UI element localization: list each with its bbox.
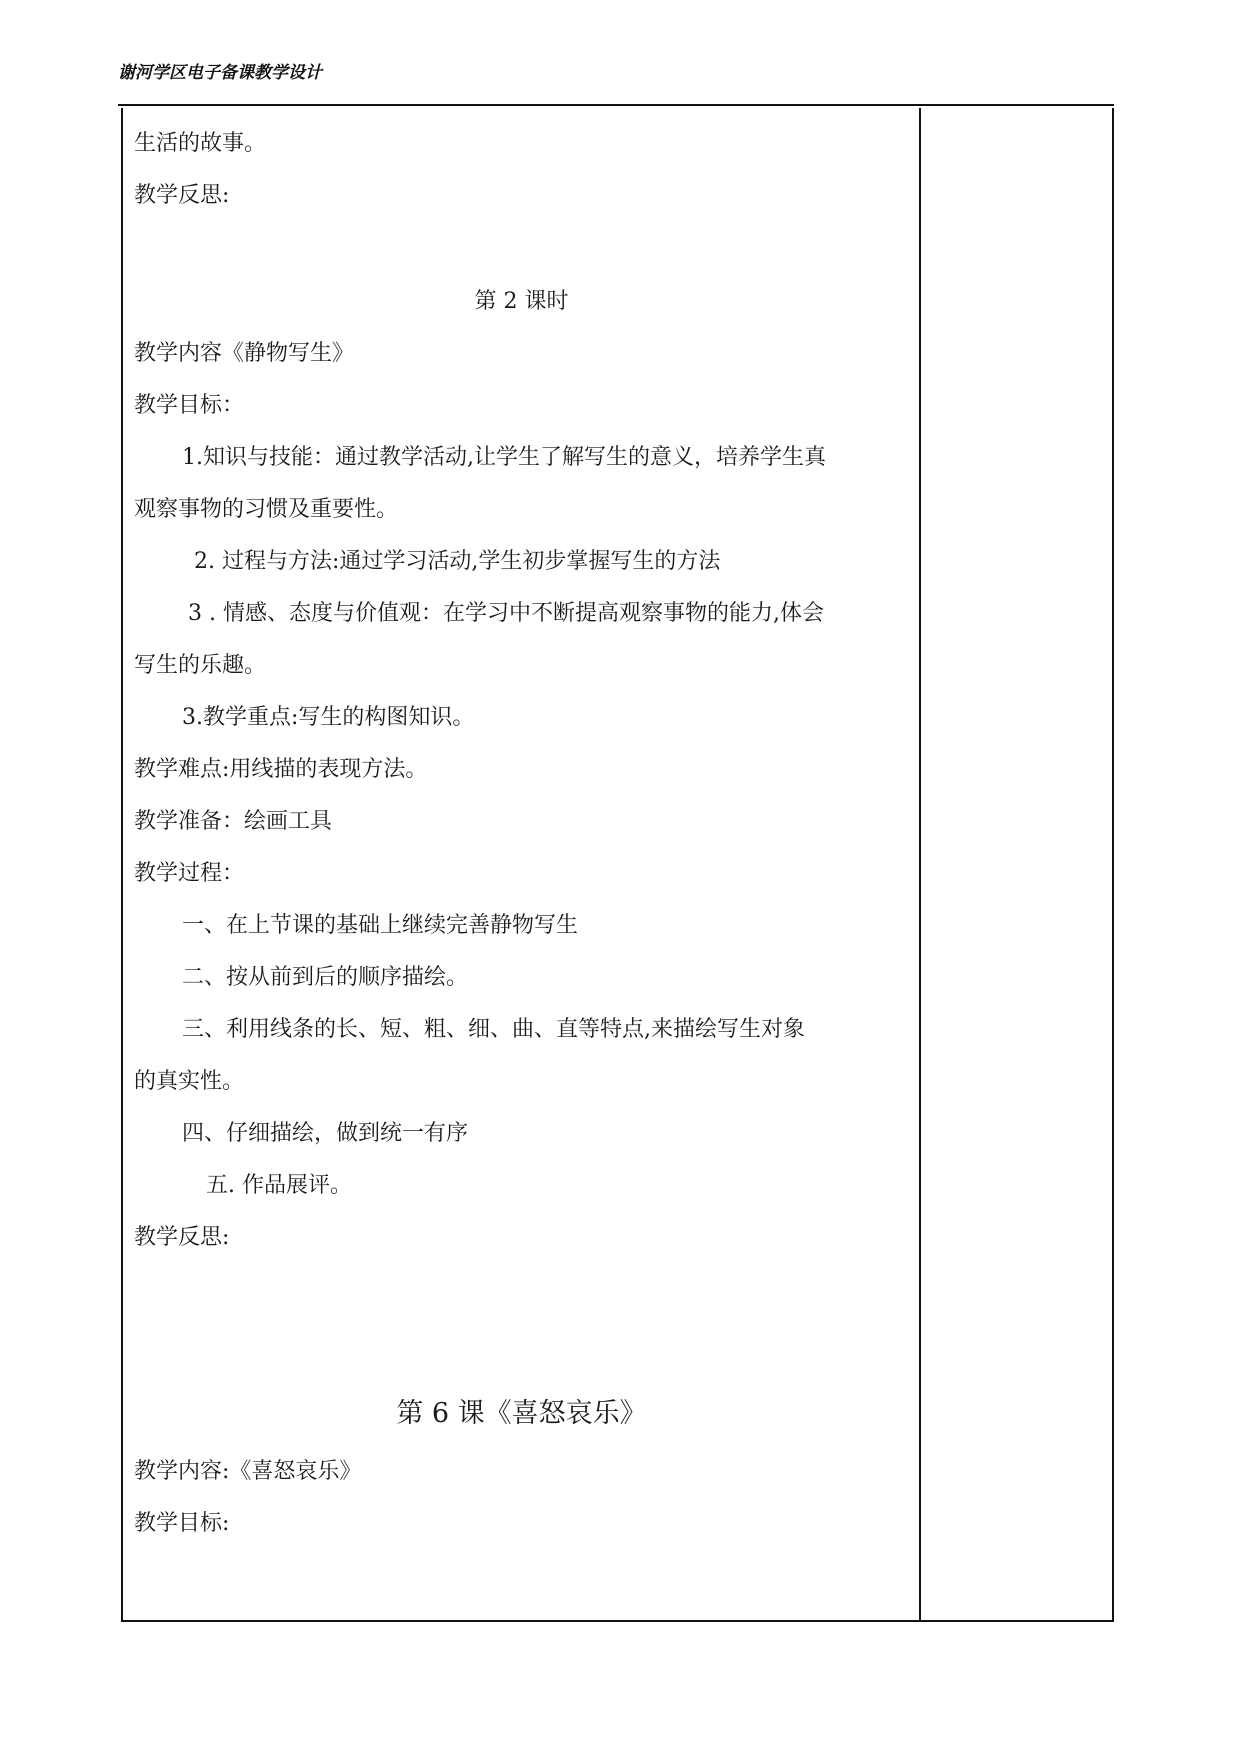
header-rule [118,104,1114,106]
teaching-difficulty: 教学难点:用线描的表现方法。 [134,757,428,782]
reflection-label: 教学反思: [134,183,230,208]
process-step-3-cont: 的真实性。 [134,1069,245,1094]
teaching-objectives-label-2: 教学目标: [134,1511,230,1536]
teaching-key-point: 3.教学重点:写生的构图知识。 [182,705,475,730]
lesson-period-heading: 第 2 课时 [474,289,569,314]
teaching-content: 教学内容《静物写生》 [134,341,355,366]
objective-emotion: 3 . 情感、态度与价值观：在学习中不断提高观察事物的能力,体会 [188,601,824,626]
reflection-label-2: 教学反思: [134,1225,230,1250]
teaching-preparation: 教学准备：绘画工具 [134,809,333,834]
objective-knowledge: 1.知识与技能：通过教学活动,让学生了解写生的意义，培养学生真 [182,445,826,470]
process-step-4: 四、仔细描绘，做到统一有序 [182,1121,469,1146]
process-step-2: 二、按从前到后的顺序描绘。 [182,965,469,990]
text-line: 生活的故事。 [134,131,267,156]
teaching-objectives-label: 教学目标： [134,393,245,418]
lesson-title: 第 6 课《喜怒哀乐》 [396,1398,647,1429]
teaching-process-label: 教学过程： [134,861,245,886]
process-step-3: 三、利用线条的长、短、粗、细、曲、直等特点,来描绘写生对象 [182,1017,805,1042]
teaching-content-2: 教学内容:《喜怒哀乐》 [134,1459,362,1484]
objective-emotion-cont: 写生的乐趣。 [134,653,267,678]
process-step-5: 五. 作品展评。 [206,1173,352,1198]
objective-process: 2. 过程与方法:通过学习活动,学生初步掌握写生的方法 [194,549,721,574]
objective-knowledge-cont: 观察事物的习惯及重要性。 [134,497,399,522]
process-step-1: 一、在上节课的基础上继续完善静物写生 [182,913,579,938]
document-header-title: 谢河学区电子备课教学设计 [118,63,322,83]
table-column-divider [919,108,921,1622]
lesson-content [134,118,909,1550]
